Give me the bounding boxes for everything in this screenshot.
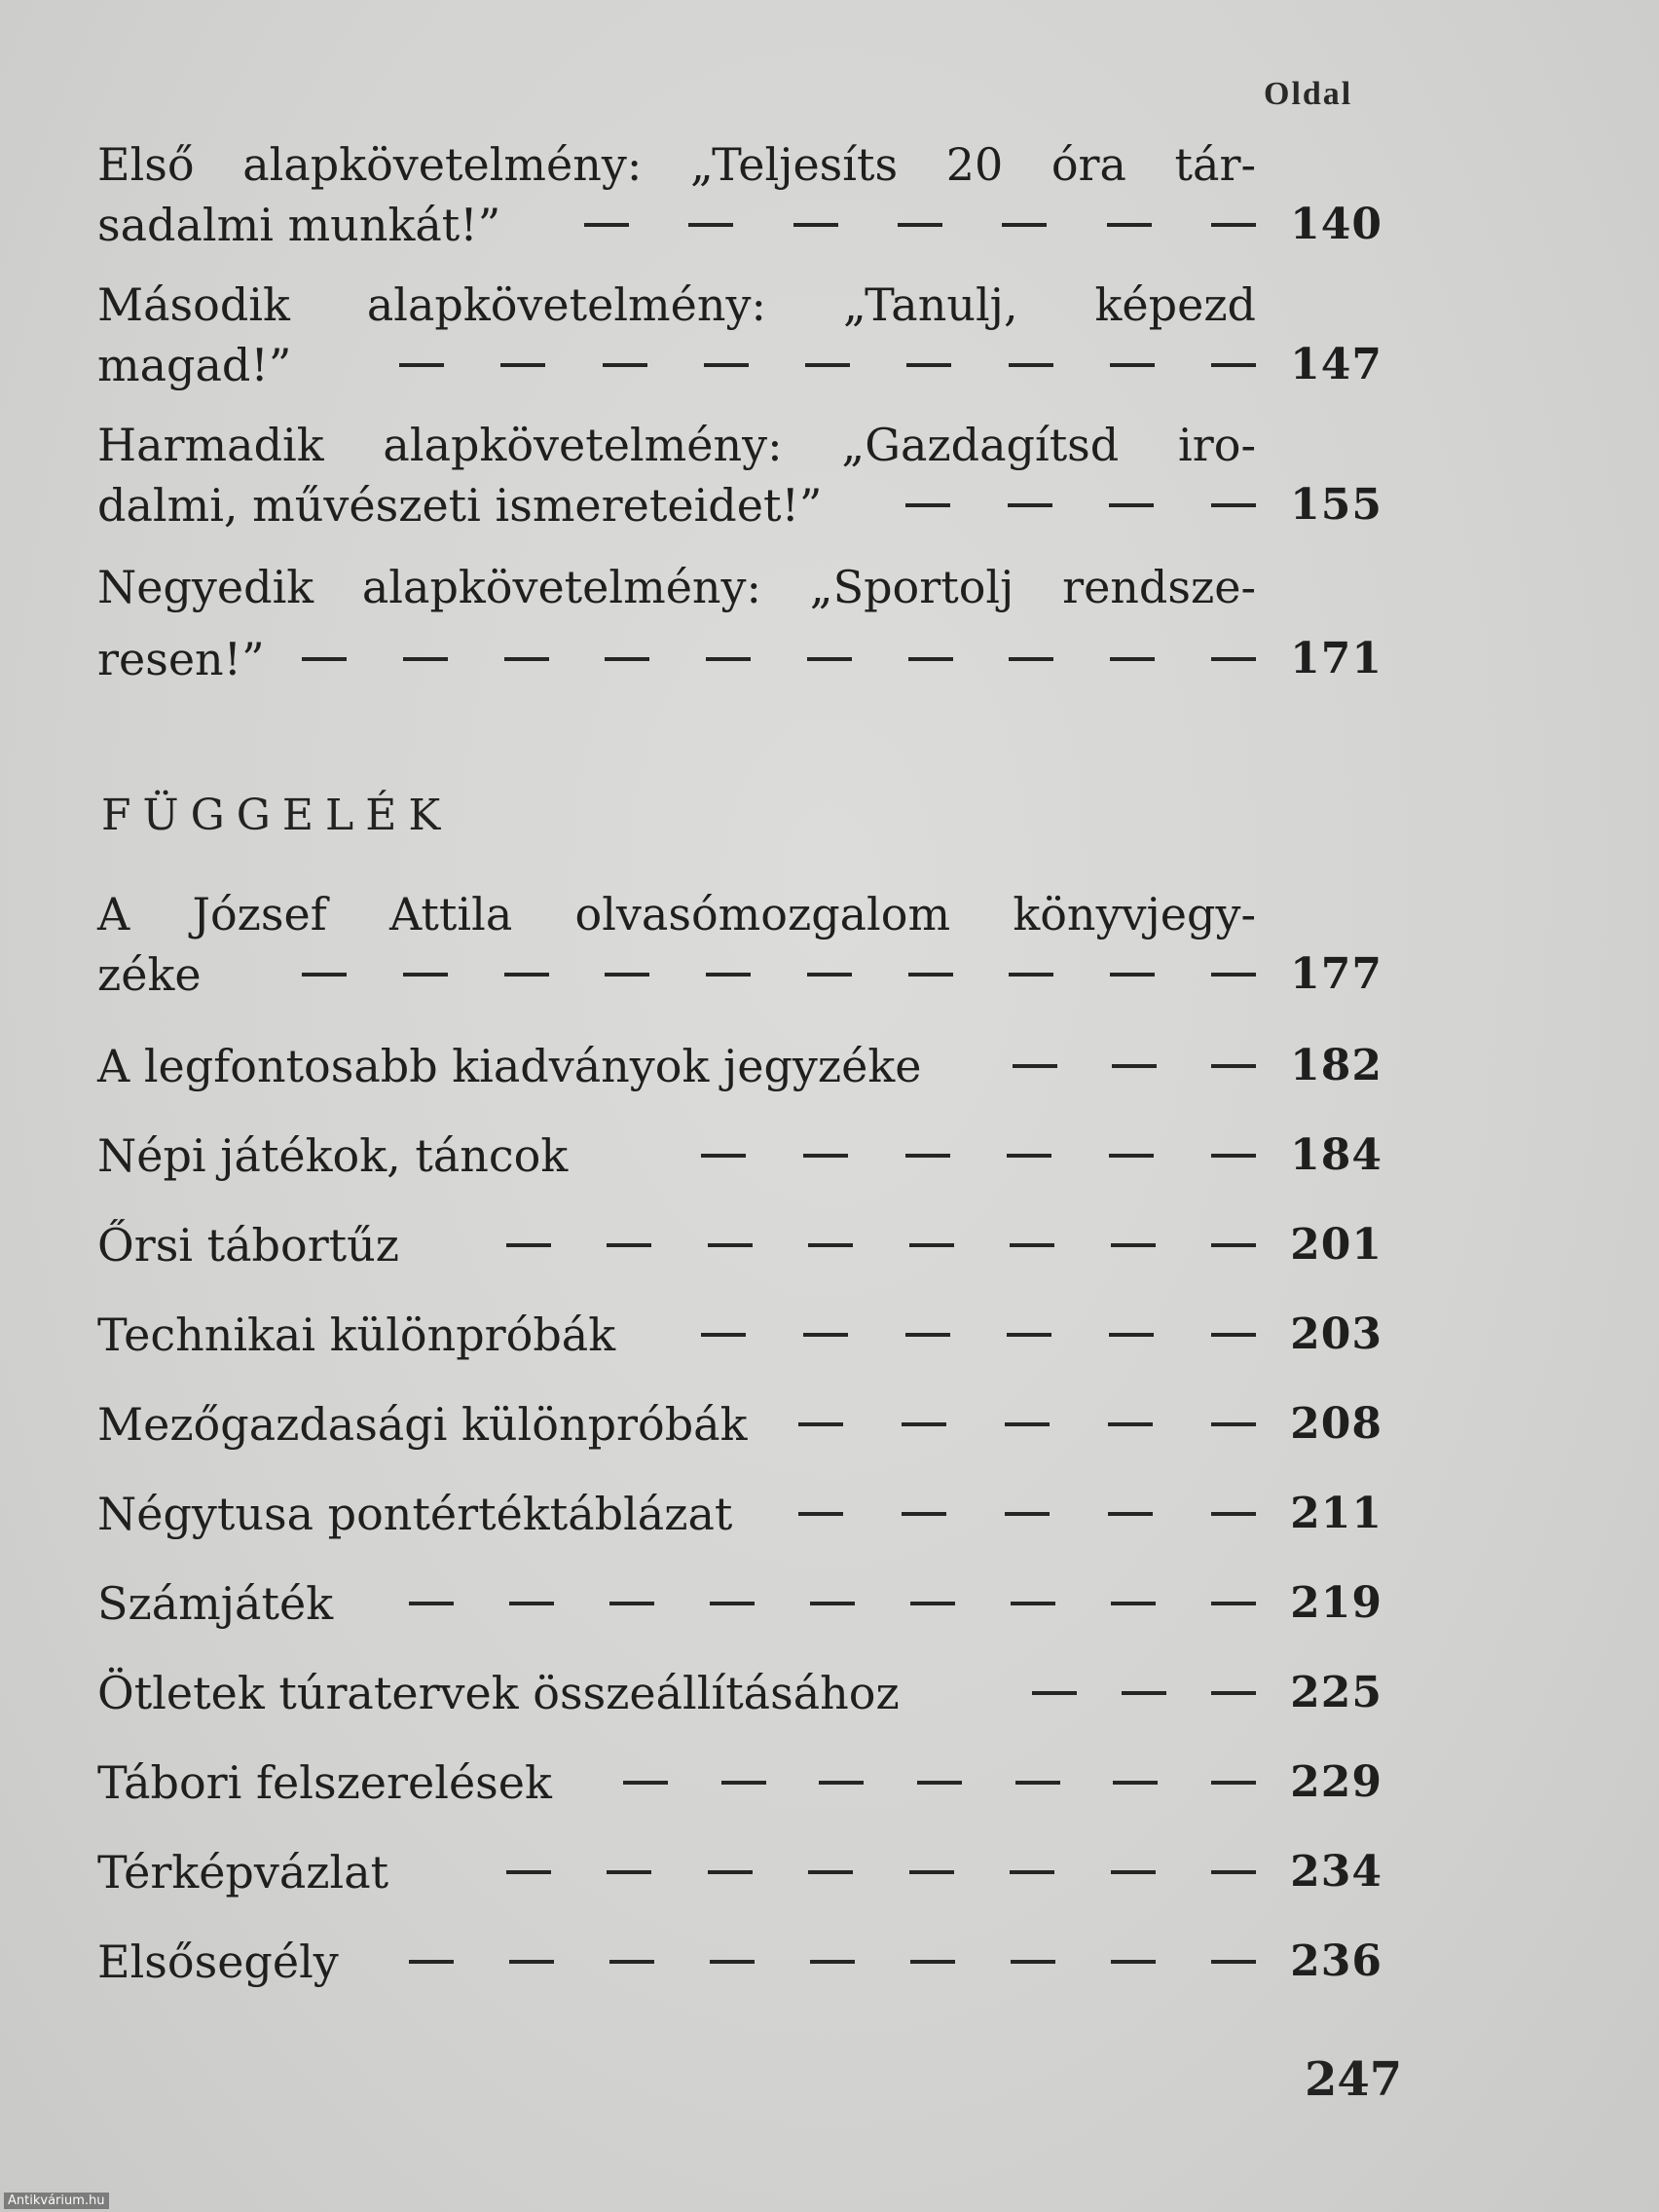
toc-entry-line2: dalmi, művészeti ismereteidet!” <box>97 479 823 532</box>
toc-entry <box>97 1394 1382 1455</box>
toc-page-number: 201 <box>1290 1220 1382 1270</box>
toc-page-number: 155 <box>1290 480 1382 530</box>
toc-entry-line1: Negyedik alapkövetelmény: „Sportolj rendsze- <box>97 561 1256 613</box>
toc-entry-label: A legfontosabb kiadványok jegyzéke <box>97 1040 922 1092</box>
toc-entry <box>97 1573 1382 1634</box>
toc-entry-label: Technikai különpróbák <box>97 1309 616 1361</box>
toc-entry-label: Elsősegély <box>97 1936 339 1988</box>
toc-entry <box>97 1036 1382 1096</box>
toc-entry <box>97 1125 1382 1186</box>
toc-entry <box>97 1752 1382 1813</box>
toc-page-number: 182 <box>1290 1041 1382 1090</box>
toc-page-number: 171 <box>1290 634 1382 683</box>
dot-leader <box>399 335 1256 395</box>
toc-entry-label: Négytusa pontértéktáblázat <box>97 1488 733 1540</box>
toc-entry-line2: resen!” <box>97 633 265 685</box>
page-number: 247 <box>1305 2052 1403 2107</box>
toc-page-number: 225 <box>1290 1668 1382 1717</box>
dot-leader <box>1032 1663 1256 1723</box>
toc-entry <box>97 1663 1382 1723</box>
toc-entry-line2: magad!” <box>97 339 292 391</box>
dot-leader <box>302 629 1256 689</box>
toc-entry-label: Tábori felszerelések <box>97 1756 552 1809</box>
toc-entry-line2: zéke <box>97 948 202 1001</box>
toc-entry-line2: sadalmi munkát!” <box>97 199 501 251</box>
toc-entry <box>97 415 1382 535</box>
toc-entry-label: Mezőgazdasági különpróbák <box>97 1398 748 1451</box>
toc-entry-label: Népi játékok, táncok <box>97 1129 569 1182</box>
toc-entry <box>97 1932 1382 1992</box>
toc-entry-line1: Harmadik alapkövetelmény: „Gazdagítsd iro- <box>97 419 1256 471</box>
dot-leader <box>409 1932 1256 1992</box>
toc-page-number: 147 <box>1290 340 1382 389</box>
toc-page-number: 140 <box>1290 200 1382 249</box>
toc-entry <box>97 1215 1382 1275</box>
toc-page-number: 203 <box>1290 1309 1382 1359</box>
toc-entry <box>97 1484 1382 1544</box>
toc-entry <box>97 1305 1382 1365</box>
toc-page-number: 208 <box>1290 1399 1382 1449</box>
toc-page-number: 234 <box>1290 1847 1382 1897</box>
toc-entry-label: Őrsi tábortűz <box>97 1219 400 1272</box>
dot-leader <box>905 475 1256 535</box>
toc-page-number: 219 <box>1290 1578 1382 1628</box>
dot-leader <box>409 1573 1256 1634</box>
toc-entry-label: Számjáték <box>97 1577 334 1630</box>
dot-leader <box>623 1752 1256 1813</box>
toc-entry-line1: Első alapkövetelmény: „Teljesíts 20 óra tár- <box>97 138 1256 191</box>
toc-page-number: 177 <box>1290 949 1382 999</box>
toc-entry <box>97 1842 1382 1902</box>
toc-entry-label: Térképvázlat <box>97 1846 389 1899</box>
toc-entry-label: Ötletek túratervek összeállításához <box>97 1667 900 1719</box>
dot-leader <box>701 1305 1256 1365</box>
toc-page-number: 236 <box>1290 1936 1382 1986</box>
dot-leader <box>506 1842 1256 1902</box>
toc-entry <box>97 557 1382 689</box>
toc-entry-line1: A József Attila olvasómozgalom könyvjegy- <box>97 888 1256 940</box>
toc-entry <box>97 275 1382 395</box>
dot-leader <box>1013 1036 1256 1096</box>
toc-page-number: 229 <box>1290 1757 1382 1807</box>
toc-entry <box>97 134 1382 255</box>
toc-entry-line1: Második alapkövetelmény: „Tanulj, képezd <box>97 278 1256 331</box>
dot-leader <box>584 195 1256 255</box>
dot-leader <box>798 1394 1256 1455</box>
dot-leader <box>506 1215 1256 1275</box>
dot-leader <box>798 1484 1256 1544</box>
watermark-credit: Antikvárium.hu <box>4 2193 109 2209</box>
page-column-header: Oldal <box>1264 76 1353 112</box>
toc-page-number: 211 <box>1290 1489 1382 1538</box>
toc-entry <box>97 884 1382 1005</box>
appendix-heading: FÜGGELÉK <box>101 791 453 840</box>
toc-page-number: 184 <box>1290 1130 1382 1180</box>
dot-leader <box>701 1125 1256 1186</box>
dot-leader <box>302 944 1256 1005</box>
